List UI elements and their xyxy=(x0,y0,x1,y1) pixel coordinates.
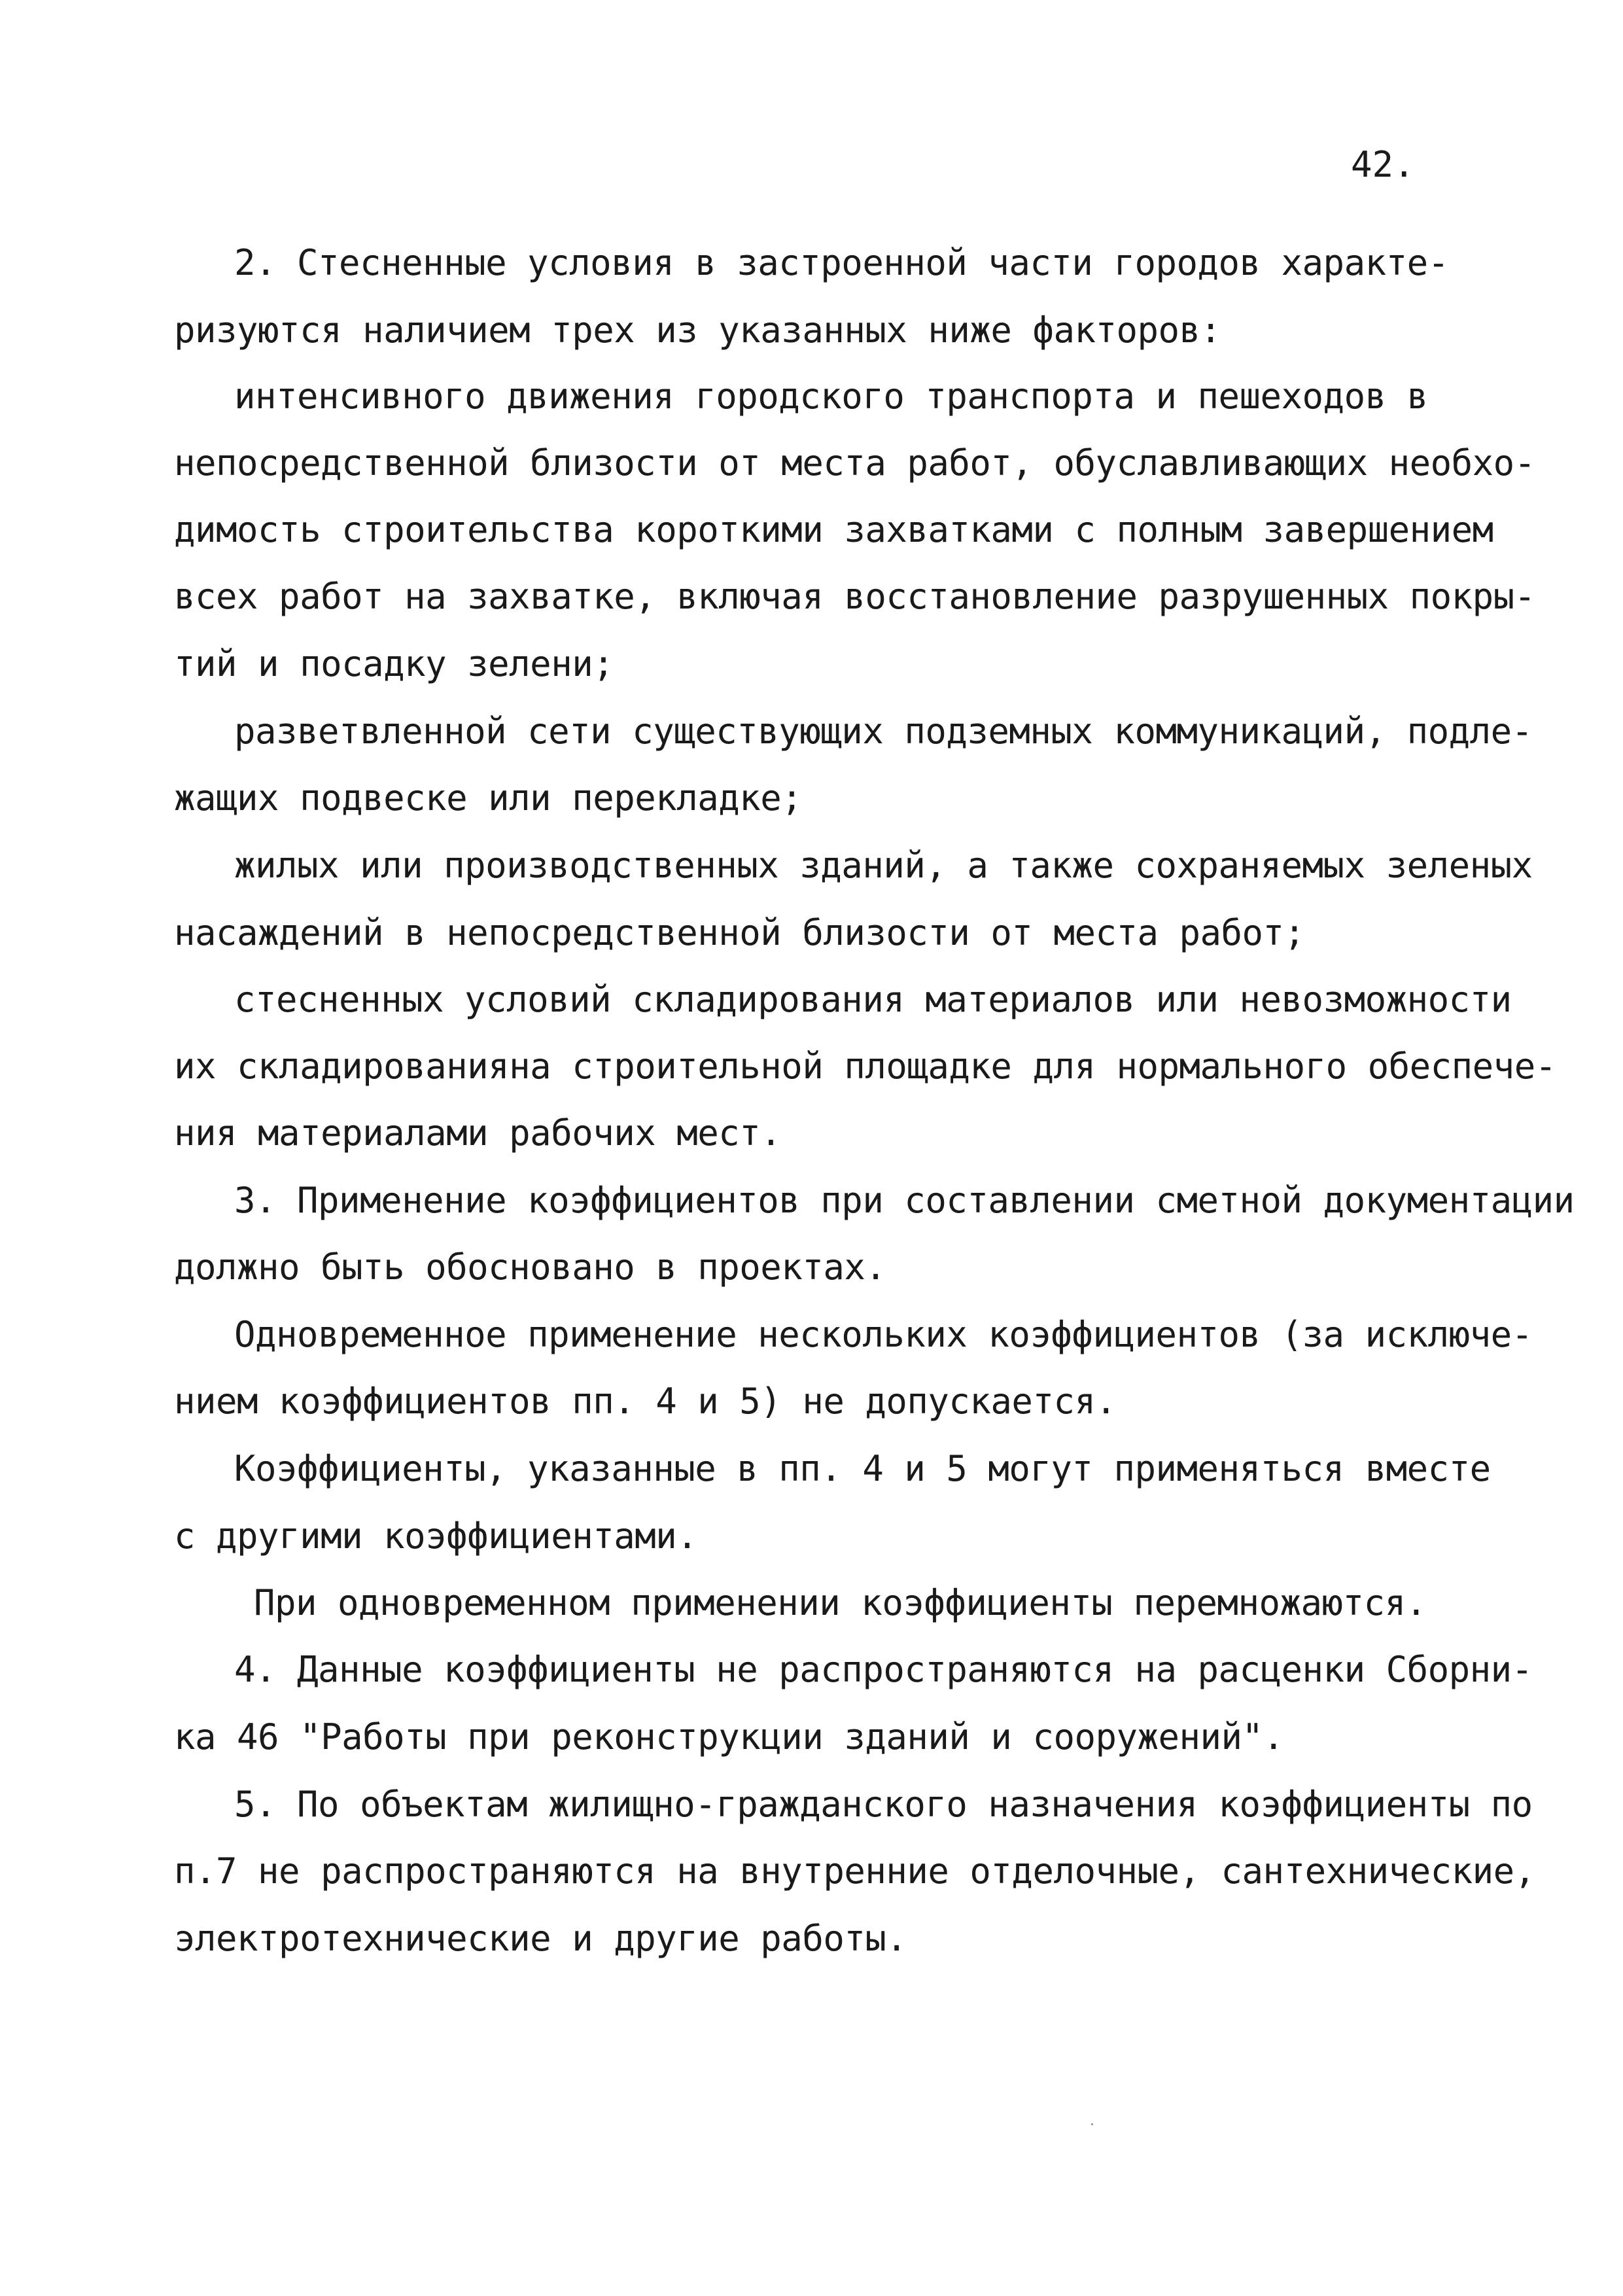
text-line: их складированияна строительной площадке для нормального обеспече- xyxy=(174,1046,1556,1087)
text-line: разветвленной сети существующих подземных коммуникаций, подле- xyxy=(234,711,1533,752)
text-line: Коэффициенты, указанные в пп. 4 и 5 могут применяться вместе xyxy=(234,1448,1491,1489)
text-line: димость строительства короткими захватками с полным завершением xyxy=(174,509,1493,550)
text-line: с другими коэффициентами. xyxy=(174,1515,698,1557)
text-line: Одновременное применение нескольких коэффициентов (за исключе- xyxy=(234,1314,1533,1355)
text-line: 2. Стесненные условия в застроенной части городов характе- xyxy=(234,242,1449,283)
text-line: ния материалами рабочих мест. xyxy=(174,1112,782,1154)
text-line: п.7 не распространяются на внутренние отделочные, сантехнические, xyxy=(174,1850,1535,1892)
page-number: 42. xyxy=(1351,144,1415,185)
text-line: всех работ на захватке, включая восстановление разрушенных покры- xyxy=(174,576,1535,617)
text-line: нием коэффициентов пп. 4 и 5) не допускается. xyxy=(174,1381,1117,1422)
text-line: должно быть обосновано в проектах. xyxy=(174,1246,886,1288)
text-line: жащих подвеске или перекладке; xyxy=(174,777,803,819)
scan-speck xyxy=(1091,2123,1093,2125)
text-line: При одновременном применении коэффициенты перемножаются. xyxy=(254,1582,1427,1623)
text-line: ризуются наличием трех из указанных ниже факторов: xyxy=(174,309,1221,351)
text-line: 3. Применение коэффициентов при составлении сметной документации xyxy=(234,1180,1575,1221)
text-line: электротехнические и другие работы. xyxy=(174,1918,907,1959)
text-line: жилых или производственных зданий, а также сохраняемых зеленых xyxy=(234,845,1533,886)
text-line: ка 46 "Работы при реконструкции зданий и сооружений". xyxy=(174,1716,1284,1757)
text-line: насаждений в непосредственной близости от места работ; xyxy=(174,912,1305,953)
text-line: стесненных условий складирования материалов или невозможности xyxy=(234,979,1512,1020)
text-line: тий и посадку зелени; xyxy=(174,643,614,684)
text-line: 5. По объектам жилищно-гражданского назначения коэффициенты по xyxy=(234,1784,1533,1825)
text-line: 4. Данные коэффициенты не распространяются на расценки Сборни- xyxy=(234,1649,1533,1690)
text-line: интенсивного движения городского транспорта и пешеходов в xyxy=(234,376,1428,417)
text-line: непосредственной близости от места работ, обуславливающих необхо- xyxy=(174,442,1535,484)
